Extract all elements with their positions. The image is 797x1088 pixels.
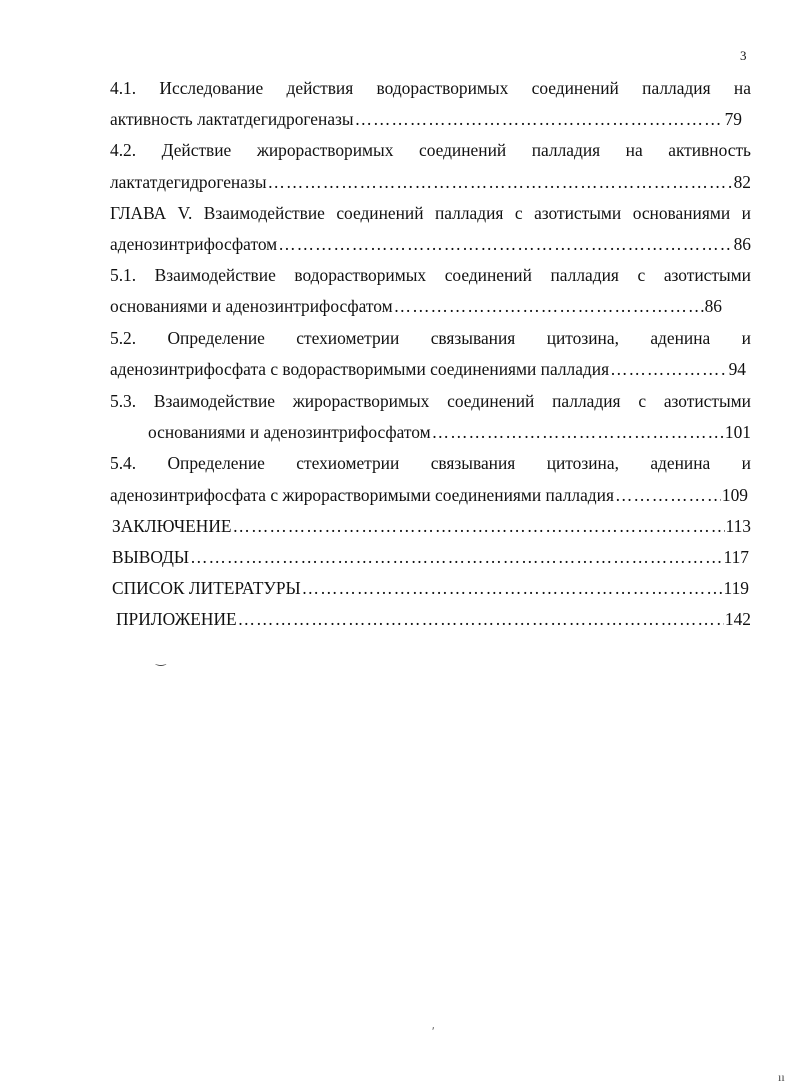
- toc-entry-title: лактатдегидрогеназы: [110, 172, 267, 192]
- word: на: [733, 78, 751, 98]
- word: цитозина,: [546, 328, 619, 348]
- word: действия: [286, 78, 354, 98]
- word: соединений: [444, 265, 532, 285]
- word: связывания: [430, 453, 516, 473]
- toc-entry-5-2-line1: [110, 328, 751, 348]
- scan-speck: ʹ: [432, 1024, 435, 1038]
- word: соединений: [531, 78, 619, 98]
- word: и: [741, 328, 751, 348]
- toc-entry-5-1-line2[interactable]: [110, 296, 722, 316]
- word: стехиометрии: [296, 328, 400, 348]
- toc-page-number: 94: [728, 359, 746, 379]
- word: Взаимодействие: [203, 203, 325, 223]
- leader-dots: [190, 547, 722, 567]
- word: Взаимодействие: [153, 391, 275, 411]
- word: соединений: [447, 391, 535, 411]
- word: активность: [668, 140, 751, 160]
- toc-chapter-5-line1: [110, 203, 751, 223]
- toc-entry-references[interactable]: [112, 578, 749, 598]
- toc-entry-title: ПРИЛОЖЕНИЕ: [116, 609, 237, 629]
- toc-entry-title: аденозинтрифосфатом: [110, 234, 278, 254]
- leader-dots: [268, 172, 733, 192]
- word: Определение: [167, 328, 265, 348]
- toc-page-number: 79: [724, 109, 742, 129]
- toc-page-number: 86: [733, 234, 751, 254]
- toc-entry-findings[interactable]: [112, 547, 749, 567]
- toc-page-number: 142: [724, 609, 751, 629]
- word: 5.3.: [110, 391, 137, 411]
- word: аденина: [650, 328, 711, 348]
- word: азотистыми: [534, 203, 622, 223]
- word: 5.1.: [110, 265, 137, 285]
- scan-speck: ıı: [778, 1070, 785, 1084]
- leader-dots: [238, 609, 724, 629]
- toc-entry-4-2-line1: [110, 140, 751, 160]
- leader-dots: [233, 516, 725, 536]
- word: азотистыми: [663, 265, 751, 285]
- toc-entry-5-3-line1: [110, 391, 751, 411]
- toc-page-number: 82: [733, 172, 751, 192]
- toc-entry-conclusion[interactable]: [112, 516, 751, 536]
- word: с: [514, 203, 523, 223]
- word: водорастворимых: [376, 78, 509, 98]
- word: и: [741, 453, 751, 473]
- word: соединений: [336, 203, 424, 223]
- toc-entry-title: СПИСОК ЛИТЕРАТУРЫ: [112, 578, 301, 598]
- word: палладия: [642, 78, 711, 98]
- toc-entry-title: основаниями и аденозинтрифосфатом: [110, 296, 393, 316]
- word: палладия: [435, 203, 504, 223]
- toc-entry-title: активность лактатдегидрогеназы: [110, 109, 354, 129]
- word: с: [638, 391, 647, 411]
- toc-entry-5-3-line2[interactable]: [148, 422, 751, 442]
- leader-dots: [432, 422, 724, 442]
- leader-dots: [302, 578, 723, 598]
- toc-entry-5-4-line2[interactable]: [110, 485, 748, 505]
- word: азотистыми: [663, 391, 751, 411]
- word: жирорастворимых: [292, 391, 430, 411]
- toc-entry-5-2-line2[interactable]: [110, 359, 746, 379]
- toc-entry-title: основаниями и аденозинтрифосфатом: [148, 422, 431, 442]
- word: V.: [177, 203, 193, 223]
- word: с: [637, 265, 646, 285]
- leader-dots: [610, 359, 728, 379]
- word: 5.4.: [110, 453, 137, 473]
- toc-entry-4-1-line1: [110, 78, 751, 98]
- word: палладия: [531, 140, 601, 160]
- leader-dots: [278, 234, 732, 254]
- page-number: 3: [740, 48, 747, 63]
- word: стехиометрии: [296, 453, 400, 473]
- word: цитозина,: [546, 453, 619, 473]
- word: ГЛАВА: [110, 203, 167, 223]
- word: 4.1.: [110, 78, 137, 98]
- word: на: [625, 140, 643, 160]
- toc-page-number: 113: [725, 516, 751, 536]
- toc-page-number: 109: [721, 485, 748, 505]
- word: жирорастворимых: [256, 140, 394, 160]
- toc-entry-5-4-line1: [110, 453, 751, 473]
- word: Взаимодействие: [154, 265, 276, 285]
- word: Определение: [167, 453, 265, 473]
- word: Исследование: [159, 78, 264, 98]
- toc-entry-appendix[interactable]: [116, 609, 751, 629]
- toc-entry-4-1-line2[interactable]: [110, 109, 742, 129]
- word: соединений: [418, 140, 507, 160]
- word: водорастворимых: [294, 265, 427, 285]
- word: 5.2.: [110, 328, 137, 348]
- toc-entry-title: аденозинтрифосфата с жирорастворимыми соединениями палладия: [110, 485, 614, 505]
- leader-dots: [394, 296, 704, 316]
- word: аденина: [650, 453, 711, 473]
- word: 4.2.: [110, 140, 137, 160]
- toc-entry-title: ВЫВОДЫ: [112, 547, 190, 567]
- word: и: [741, 203, 751, 223]
- word: палладия: [550, 265, 619, 285]
- toc-page-number: 117: [723, 547, 749, 567]
- leader-dots: [355, 109, 724, 129]
- toc-page-number: 119: [723, 578, 749, 598]
- toc-entry-5-1-line1: [110, 265, 751, 285]
- toc-entry-4-2-line2[interactable]: [110, 172, 751, 192]
- scan-speck: ‿: [156, 652, 166, 666]
- toc-entry-title: ЗАКЛЮЧЕНИЕ: [112, 516, 232, 536]
- leader-dots: [615, 485, 721, 505]
- word: Действие: [161, 140, 232, 160]
- word: палладия: [552, 391, 621, 411]
- word: основаниями: [632, 203, 731, 223]
- word: связывания: [430, 328, 516, 348]
- toc-entry-title: аденозинтрифосфата с водорастворимыми соединениями палладия: [110, 359, 610, 379]
- toc-page-number: 86: [704, 296, 722, 316]
- toc-chapter-5-line2[interactable]: [110, 234, 751, 254]
- toc-page-number: 101: [724, 422, 751, 442]
